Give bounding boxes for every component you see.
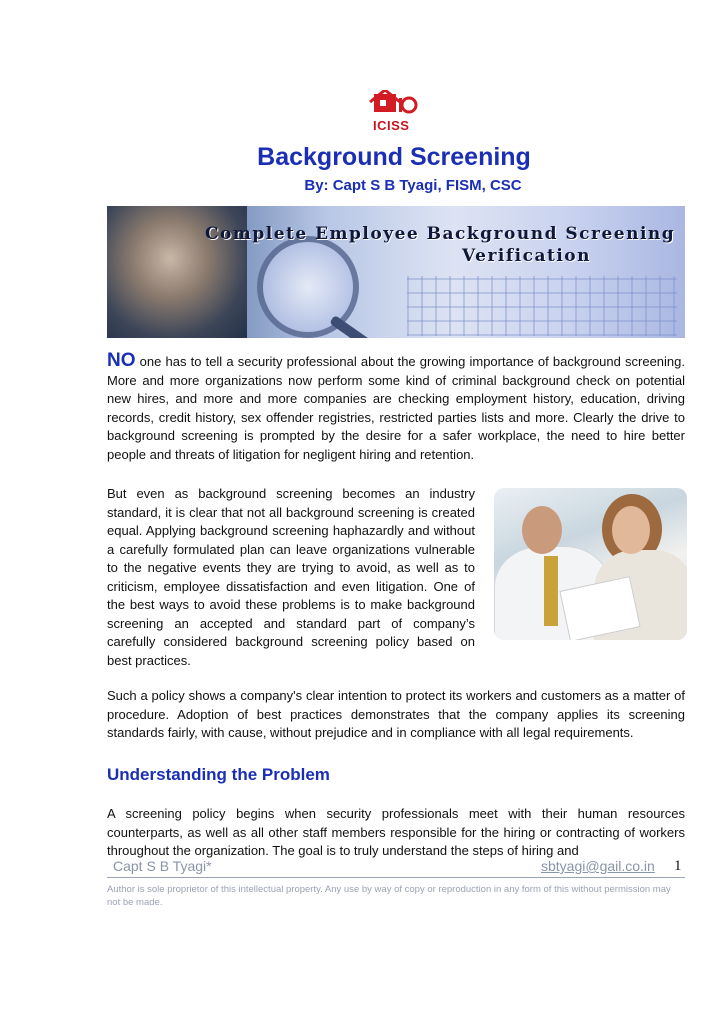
page-number: 1 bbox=[674, 858, 682, 874]
banner-grid-graphic bbox=[407, 276, 677, 336]
footer-email-link[interactable]: sbtyagi@gail.co.in bbox=[541, 858, 655, 874]
photo-man-head bbox=[522, 506, 562, 554]
page-title: Background Screening bbox=[257, 143, 531, 171]
paragraph-intro bbox=[107, 352, 685, 464]
paragraph-standard: But even as background screening becomes an industry standard, it is clear that not all background screening is created equal. Applying background screening haphazardly and without a carefully formulated plan can leave organizations vulnerable to the negative events they are trying to avoid, as well as to criticism, employee dissatisfaction and even litigation. One of the best ways to avoid these problems is to make background screening an accepted and standard part of company’s carefully considered background screening policy based on best practices. bbox=[107, 486, 475, 668]
author-byline: By: Capt S B Tyagi, FISM, CSC bbox=[304, 177, 522, 194]
banner-title-line2: Verification bbox=[462, 246, 592, 266]
section-heading: Understanding the Problem bbox=[107, 765, 330, 784]
intro-text: one has to tell a security professional about the growing importance of background screening. More and more organizations now perform some kind of criminal background check on potential new hires, and more and more companies are checking employment history, education, driving records, credit history, sex offender registries, restricted parties lists and more. Clearly the drive to background screening is prompted by the desire for a safer workplace, the need to hire better people and threats of litigation for negligent hiring and retention. bbox=[107, 354, 685, 462]
footer-author: Capt S B Tyagi* bbox=[113, 858, 212, 874]
footer-divider bbox=[107, 877, 685, 878]
copyright-disclaimer: Author is sole proprietor of this intellectual property. Any use by way of copy or reproduction in any form of this without permission may not be made. bbox=[107, 884, 671, 908]
photo-tie bbox=[544, 556, 558, 626]
paragraph-problem: A screening policy begins when security professionals meet with their human resources counterparts, as well as all other staff members responsible for the hiring or contracting of workers throughout the organization. The goal is to truly understand the steps of hiring and bbox=[107, 806, 685, 858]
paragraph-policy: Such a policy shows a company's clear intention to protect its workers and customers as a matter of procedure. Adoption of best practices demonstrates that the company applies its screening standards fairly, with cause, without prejudice and in compliance with all legal requirements. bbox=[107, 688, 685, 740]
intro-lead-word: NO bbox=[107, 350, 136, 371]
logo-text: ICISS bbox=[373, 118, 410, 133]
photo-woman-head bbox=[612, 506, 650, 554]
banner-image bbox=[107, 206, 685, 338]
banner-title-line1: Complete Employee Background Screening bbox=[205, 224, 676, 244]
magnifier-handle bbox=[329, 315, 384, 338]
business-people-photo bbox=[494, 488, 687, 640]
